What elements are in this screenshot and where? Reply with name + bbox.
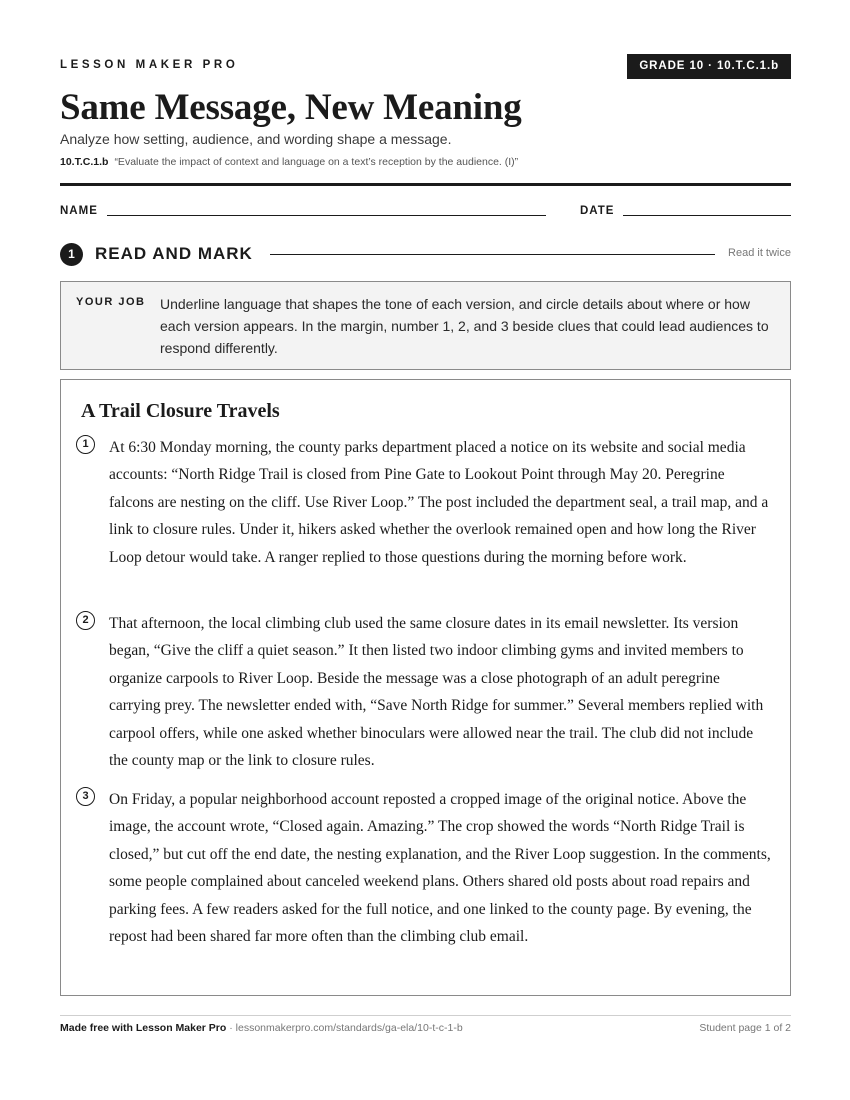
paragraph-1: At 6:30 Monday morning, the county parks department placed a notice on its website and social media accounts: “North Ridge Trail is closed from Pine Gate to Lookout Point through May 20. Peregrine falcons are nesting on the cliff. Use River Loop.” The post included the department seal, a trail map, and a link to closure rules. Under it, hikers asked whether the overlook remained open and how long the River Loop detour would take. A ranger replied to those questions during the morning before work. bbox=[109, 439, 769, 566]
passage-title: A Trail Closure Travels bbox=[81, 400, 280, 422]
paragraph-number-3: 3 bbox=[76, 787, 95, 806]
paragraph-2: That afternoon, the local climbing club used the same closure dates in its email newsletter. Its version began, “Give the cliff a quiet season.” It then listed two indoor climbing gyms and invited members to organize carpools to River Loop. Beside the message was a close photograph of an adult peregrine carrying prey. The newsletter ended with, “Save North Ridge for summer.” Several members replied with carpool offers, while one asked whether binoculars were allowed near the trail. The club did not include the county map or the link to closure rules. bbox=[109, 615, 764, 770]
footer-page-number: Student page 1 of 2 bbox=[699, 1022, 791, 1034]
section-number-badge: 1 bbox=[60, 243, 83, 266]
paragraph-3: On Friday, a popular neighborhood account reposted a cropped image of the original notice. Above the image, the account wrote, “Closed again. Amazing.” The crop showed the words “North Ridge Trail is closed,” but cut off the end date, the nesting explanation, and the River Loop suggestion. In the comments, some people complained about canceled weekend plans. Others shared old posts about road repairs and parking fees. A few readers asked for the full notice, and one linked to the county page. By evening, the repost had been shared far more often than the climbing club email. bbox=[109, 791, 771, 946]
standard-text: “Evaluate the impact of context and language on a text’s reception by the audience. (I)” bbox=[114, 156, 519, 168]
footer-made-with: Made free with Lesson Maker Pro bbox=[60, 1022, 227, 1034]
section-divider bbox=[270, 254, 715, 255]
section-note: Read it twice bbox=[728, 247, 791, 259]
brand-name: LESSON MAKER PRO bbox=[60, 59, 239, 71]
paragraph-number-1: 1 bbox=[76, 435, 95, 454]
name-field-line[interactable] bbox=[107, 215, 546, 216]
grade-badge: GRADE 10 · 10.T.C.1.b bbox=[627, 54, 791, 79]
name-label: NAME bbox=[60, 205, 98, 217]
page-subtitle: Analyze how setting, audience, and wording shape a message. bbox=[60, 131, 452, 147]
standard-line bbox=[60, 156, 518, 168]
page-title: Same Message, New Meaning bbox=[60, 87, 522, 128]
paragraph-number-2: 2 bbox=[76, 611, 95, 630]
header-divider bbox=[60, 183, 791, 186]
worksheet-page bbox=[60, 0, 791, 1100]
passage-box bbox=[60, 379, 791, 996]
job-instructions-box bbox=[60, 281, 791, 370]
job-text: Underline language that shapes the tone of each version, and circle details about where or how each version appears. In the margin, number 1, 2, and 3 beside clues that could lead audiences to respond differently. bbox=[160, 296, 769, 356]
date-field-line[interactable] bbox=[623, 215, 791, 216]
footer-credit bbox=[60, 1022, 463, 1034]
section-title: READ AND MARK bbox=[95, 244, 253, 263]
job-label: YOUR JOB bbox=[76, 296, 146, 308]
footer-divider bbox=[60, 1015, 791, 1016]
footer-url[interactable]: · lessonmakerpro.com/standards/ga-ela/10-t-c-1-b bbox=[226, 1022, 463, 1034]
standard-code: 10.T.C.1.b bbox=[60, 156, 109, 168]
date-label: DATE bbox=[580, 205, 615, 217]
